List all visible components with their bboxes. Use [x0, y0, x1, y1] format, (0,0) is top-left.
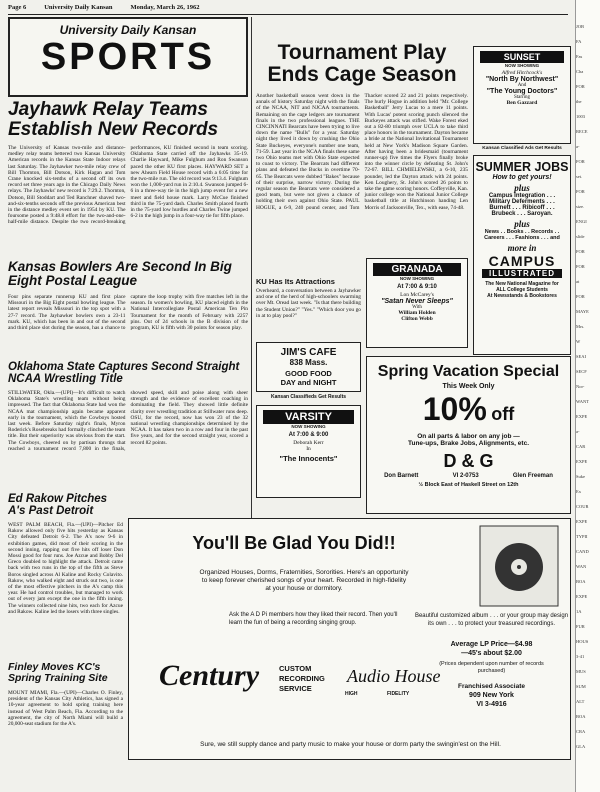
edge-text-fragment: BOA [576, 714, 586, 719]
century-logo: Century [159, 659, 260, 692]
paper-name: University Daily Kansan [44, 4, 113, 11]
headline-bowlers: Kansas Bowlers Are Second In Big Eight Postal League [8, 259, 232, 289]
edge-text-fragment: FOR [576, 294, 585, 299]
article-rakow: WEST PALM BEACH, Fla.—(UPI)—Pitcher Ed Rakow allowed only five hits yesterday as Kansas City defeated Detroit 6-2. The A's now 9-6 in exhibition games, did most of their scoring in the second inning, rapping out five hits off loser Don Mossi good for four runs. Joe Azcue and Bobby Del Greco doubled to highlight the attack. Detroit came back with two runs in the top of the fifth as Steve Boros singled across Al Kaline and Rocky Colavito. Rakow, who walked eight and struck out two, is one of the most effective pitchers in the A's camp this year. He had control troubles, but managed to work out of every jam except the one in the fifth inning. The winners collected nine hits, two each for Azcue and Rakow. Kaline led the losers with three singles. [8, 522, 123, 615]
edge-text-fragment: FOR [576, 84, 585, 89]
article-jayhawk: The University of Kansas two-mile and distance-medley relay teams bettered two Kansas University American records in the Kansas State Indoor relays last Saturday. The Jayhawker two-mile relay crew of Bill Thornton, Bill Dotson, Kirk Hagan and Tom Crane knocked six-tenths of a second off its own record set three years ago in the Chicago Daily News relays. The Jayhawks' new record is 7:29.2. Thornton, Dotson, Bill Stoddart and Ted Ranchner shaved two-and-six-tenths seconds off the previous American best in the distance medley event set in 1954 by KU. The foursome posted a 9:48.8 effort for the two-and-one-half-mile distance. Despite the two record-breaking performances, KU finished second in team scoring. Oklahoma State carried off the Jayhawks 35-19. Charlie Hayward, Mike Fulghum and Ron Swanson paced the other KU first places. HAYWARD SET a new Ahearn Field House record with a 6:05 time for the two-mile run. The old record was 9:13.4. Fulghum won the 1,000-yard run in 2:10.4. Swanson jumped 6-6 in a three-way tie in the high jump event for a new meet and field house mark. Larry McCue finished third in the 75-yard dash. Charles Smith placed fourth in the 75-yard low hurdles and Charles Twine jumped 6-2 in the high jump in a four-way tie for fifth place. [8, 145, 248, 226]
ad-granada [366, 258, 468, 348]
edge-text-fragment: 3-41 [576, 654, 585, 659]
century-service-3: SERVICE [279, 684, 312, 693]
century-intro: Organized Houses, Dorms, Fraternities, Sororities. Here's an opportunity to keep forever cherished songs of your heart. Recorded in high-fidelity at your house or dormitory. [199, 569, 409, 592]
granada-title: GRANADA [373, 263, 461, 276]
adjacent-page-edge [575, 0, 600, 792]
edge-text-fragment: the [576, 99, 582, 104]
century-price-lp: Average LP Price—$4.98 [450, 641, 533, 648]
edge-text-fragment: FOR [576, 264, 585, 269]
edge-text-fragment: SECF [576, 369, 587, 374]
ad-campus-illustrated [473, 155, 571, 355]
century-service-2: RECORDING [279, 674, 325, 683]
edge-text-fragment: FA [576, 39, 582, 44]
article-okstate: STILLWATER, Okla.—(UPI)—It's difficult to watch Oklahoma State's wrestling team without being impressed. The fact that Oklahoma State had won the NCAA mat championship again became apparent early in the tournament, which the Cowboys hosted last week. Before Saturday night's finals, Myron Roderick's Rosebreaks had formally clinched the team title. But their superiority was obvious from the start. The Cowboys, cheered on by partisan throngs that reached a tournament record 7,800 in the finals, showed speed, skill and poise along with sheer strength and the evidence of excellent coaching in dominating the field. They showed little definite clarity over wrestling tradition at Stillwater runs deep. OSU, for the record, now has won 23 of the 32 national wrestling championships determined by the NCAA. It has taken two in a row and four in the past five years, and for the second straight year, scored a record 82 points. [8, 390, 248, 452]
record-album-icon [479, 525, 559, 607]
sunset-film1: "North By Northwest" [485, 76, 559, 83]
headline-ku-attractions: KU Has Its Attractions [256, 277, 335, 286]
column-divider [251, 17, 252, 522]
franchise-label: Franchised Associate [458, 683, 525, 690]
classified-note-1: Kansan Classified Ads Get Results [482, 146, 562, 151]
sunset-film2: "The Young Doctors" [486, 88, 558, 95]
sunset-starring: Starring [513, 95, 531, 100]
edge-text-fragment: EXPE [576, 459, 588, 464]
edge-text-fragment: set. [576, 174, 583, 179]
century-prices-note: (Prices dependent upon number of records purchased) [439, 661, 544, 674]
granada-film: "Satan Never Sleeps" [381, 298, 453, 305]
jims-title: JIM'S CAFE [280, 347, 337, 358]
edge-text-fragment: 1003 [576, 114, 585, 119]
edge-text-fragment: SUM [576, 684, 586, 689]
century-adpi: Ask the A D Pi members how they liked their record. Then you'll learn the fun of being a recording singing group. [229, 612, 398, 626]
varsity-times: At 7:00 & 9:00 [288, 432, 329, 438]
summer-plus-1: plus [514, 183, 530, 193]
dg-address: ½ Block East of Haskell Street on 12th [418, 482, 519, 488]
ad-jims-cafe [256, 342, 361, 392]
granada-times: At 7:00 & 9:10 [397, 284, 437, 290]
edge-text-fragment: W [576, 339, 581, 344]
edge-text-fragment: BOA [576, 579, 586, 584]
summer-line3: Burnett . . . Ribicoff . . . [489, 205, 555, 211]
century-title: You'll Be Glad You Did!! [192, 533, 396, 553]
sunset-now-showing: NOW SHOWING [504, 63, 540, 68]
campus-logo-2: ILLUSTRATED [482, 269, 562, 278]
headline-jayhawk: Jayhawk Relay Teams Establish New Records [8, 99, 219, 140]
spring-line1: On all parts & labor on any job — [417, 433, 520, 440]
classified-note-2: Kansan Classifieds Get Results [270, 394, 347, 400]
franchise-address: 909 New York [469, 692, 514, 699]
jims-address: 838 Mass. [289, 358, 328, 367]
ad-varsity [256, 405, 361, 498]
header-rule [8, 14, 568, 15]
century-service-1: CUSTOM [279, 664, 312, 673]
sunset-and: And [517, 83, 527, 88]
edge-text-fragment: ENGI [576, 219, 587, 224]
granada-star: Lon McCarey's [400, 292, 434, 298]
jims-line2: DAY and NIGHT [280, 378, 337, 387]
sports-masthead [8, 17, 248, 97]
edge-text-fragment: Cha [576, 69, 584, 74]
varsity-now-showing: NOW SHOWING [291, 424, 326, 429]
spring-line2: Tune-ups, Brake Jobs, Alignments, etc. [408, 440, 529, 447]
campus-tag2: ALL College Students [496, 287, 548, 293]
summer-more: more in [507, 243, 537, 253]
article-tournament: Another basketball season went down in the annals of history Saturday night with the finals of the NCAA, NIT and NJCAA tournaments. Remaining on the cage ledgers are tournament finals in the two professional leagues. THE CINCINNATI Bearcats have been trying to live down the name "Bulls" for a year. Saturday night they lived it down by crushing the Ohio State Buckeyes, everyone's number one team, 71-59. Last year in the NCAA finals these same two Ohio teams met with Ohio State expected to coast to victory. The Bearcats had different plans and defeated the Bucks in overtime 70-65. The Bearcats were dubbed "Bakes" because of their surprise, narrow victory. During the regular season the Bearcats were considered a good team, but were not given a chance of holding their own against Ohio State. PAUL HOGUE, a 6-9, 240 pound center, and Tom Thacker scored 22 and 21 points respectively. The hurly Hogue in addition held "Mr. College Basketball" Jerry Lucas to a mere 11 points. With Lucas' potent scoring punch silenced the Buckeyes attack was stifled. Wake Forest eked out a 82-80 triumph over UCLA to take third place honors in the tournament. Dayton became a bride at the National Invitational Tournament held at New York's Madison Square Garden. After having been a bridesmaid (tournament runner-up) five times the Flyers finally broke into the winner circle by defeating St. John's 72-67. BILL CHMIELEWSKI, a 6-10, 235 pounder, led the Dayton attack with 24 points. Ken Loughery, St. John's scored 26 points to take the game scoring honors. Coffeyville, Kan. junior college won the National Junior College basketball title at Hutchinson handing Len Morris of Jacksonville, Tex., with ease, 74-48. [256, 93, 468, 211]
edge-text-fragment: EXPE [576, 414, 588, 419]
edge-text-fragment: FOR [576, 189, 585, 194]
headline-okstate: Oklahoma State Captures Second Straight NCAA Wrestling Title [8, 361, 240, 386]
edge-text-fragment: MAYE [576, 309, 589, 314]
summer-line4: Brubeck . . . Saroyan. [491, 211, 553, 217]
edge-text-fragment: EXPE [576, 519, 588, 524]
spring-title: Spring Vacation Special [377, 363, 560, 380]
article-finley: MOUNT MIAMI, Fla.—(UPI)—Charles O. Finley, president of the Kansas City Athletics, has signed a 10-year agreement to hold spring training here instead of West Palm Beach, Fla. According to the agreement, the city of North Miami will build a 20,000-seat stadium for the A's. [8, 690, 123, 728]
edge-text-fragment: FUR [576, 624, 585, 629]
summer-line5: News . . Books . . Records . . [484, 229, 560, 235]
edge-text-fragment: WAN [576, 564, 587, 569]
granada-now-showing: NOW SHOWING [399, 276, 435, 281]
varsity-star: Deborah Kerr [293, 440, 324, 446]
edge-text-fragment: CAR [576, 444, 586, 449]
dg-name-2: Glen Freeman [512, 473, 553, 479]
century-album: Beautiful customized album . . . or your group may design its own . . . to protect your treasured recordings. [414, 613, 569, 627]
varsity-title: VARSITY [263, 410, 354, 424]
masthead-paper: University Daily Kansan [59, 23, 197, 37]
ad-spring-vacation [366, 356, 571, 514]
summer-line6: Careers . . . Fashions . . . and [484, 235, 560, 241]
edge-text-fragment: WANT [576, 399, 589, 404]
edge-text-fragment: Ex [576, 489, 581, 494]
article-ku-attractions: Overheard, a conversation between a Jayhawker and one of the herd of high-schoolers swarming over Mt. Oread last week. "Is that there building the Student Union?" "Yes." "Which door you go in at to play pool?" [256, 288, 361, 319]
headline-rakow: Ed Rakow Pitches A's Past Detroit [8, 493, 108, 518]
headline-finley: Finley Moves KC's Spring Training Site [8, 661, 108, 685]
franchise-phone: VI 3-4916 [476, 701, 507, 708]
masthead-title: SPORTS [40, 36, 216, 78]
audio-house-logo: Audio House [347, 666, 441, 686]
edge-text-fragment: Nor- [576, 384, 585, 389]
varsity-film: "The Innocents" [279, 454, 338, 463]
headline-tournament: Tournament Play Ends Cage Season [267, 41, 457, 87]
sunset-presenter: Alfred Hitchcock's [501, 70, 543, 76]
edge-text-fragment: FOR [576, 249, 585, 254]
summer-sub: How to get yours! [492, 174, 552, 181]
audio-high: HIGH [345, 691, 358, 697]
spring-week: This Week Only [442, 383, 495, 390]
sunset-title: SUNSET [480, 51, 564, 63]
edge-text-fragment: CAND [576, 549, 589, 554]
edge-text-fragment: ALT [576, 699, 585, 704]
edge-text-fragment: slide [576, 234, 585, 239]
spring-off: off [491, 404, 515, 424]
granada-with: With [412, 305, 422, 310]
campus-tag3: At Newsstands & Bookstores [487, 293, 557, 299]
edge-text-fragment: a- [576, 144, 580, 149]
edge-text-fragment: at [576, 279, 580, 284]
summer-line1: Campus Integration . . . [488, 193, 556, 199]
dg-phone: VI 2-0753 [452, 473, 479, 479]
campus-tag1: The New National Magazine for [485, 281, 559, 287]
edge-text-fragment: GLA [576, 744, 586, 749]
edge-text-fragment: 1A [576, 609, 582, 614]
edge-text-fragment: TYPII [576, 534, 588, 539]
ad-sunset [473, 46, 571, 144]
granada-cast1: William Holden [398, 310, 436, 316]
issue-date: Monday, March 26, 1962 [130, 4, 200, 11]
dg-name-1: Don Barnett [384, 473, 419, 479]
summer-line2: Military Deferments . . . [489, 199, 555, 205]
jims-line1: GOOD FOOD [285, 369, 332, 378]
edge-text-fragment: size. [576, 204, 585, 209]
edge-text-fragment: COUR [576, 504, 589, 509]
varsity-in: In [306, 446, 311, 452]
edge-text-fragment: Suke [576, 474, 585, 479]
century-price-45: —45's about $2.00 [461, 650, 522, 657]
sunset-star: Ben Gazzard [506, 100, 538, 106]
article-bowlers: Four pins separate runnerup KU and first place Missouri in the Big Eight postal bowling league. The latest report reveals Missouri in the top spot with a 27-7 record. The Jayhawker bowlers own a 23-11 mark. KU, which has been in and out of the second and third place slot during the season, has a chance to capture the loop trophy with five matches left in the season. In women's bowling, KU placed eighth in the National Intercollegiate Postal American Ten Pin Tournament for the month of February with 2257 pins. Out of 24 schools in the B division of the program, KU is fifth with 30 points for season play. [8, 294, 248, 332]
edge-text-fragment: HOUS [576, 639, 589, 644]
edge-text-fragment: Fas [576, 54, 583, 59]
ad-century-recording [128, 518, 571, 760]
audio-fidelity: FIDELITY [387, 691, 410, 697]
edge-text-fragment: Mrs. [576, 324, 585, 329]
edge-text-fragment: RECE [576, 129, 588, 134]
edge-text-fragment: FOR [576, 159, 585, 164]
spring-percent: 10% [422, 391, 487, 427]
summer-title: SUMMER JOBS [475, 160, 569, 174]
summer-plus-2: plus [514, 219, 530, 229]
page-header [8, 4, 568, 14]
edge-text-fragment: a- [576, 429, 580, 434]
campus-logo-1: CAMPUS [488, 253, 556, 269]
edge-text-fragment: MUS [576, 669, 586, 674]
edge-text-fragment: SEAI [576, 354, 586, 359]
dg-logo: D & G [443, 451, 494, 471]
granada-cast2: Clifton Webb [401, 316, 433, 322]
edge-text-fragment: EXPE [576, 594, 588, 599]
century-footer: Sure, we still supply dance and party music to make your house or dorm party the swingin'est on the Hill. [200, 741, 501, 748]
page-number: Page 6 [8, 4, 27, 11]
edge-text-fragment: JOB [576, 24, 585, 29]
edge-text-fragment: CRA [576, 729, 586, 734]
